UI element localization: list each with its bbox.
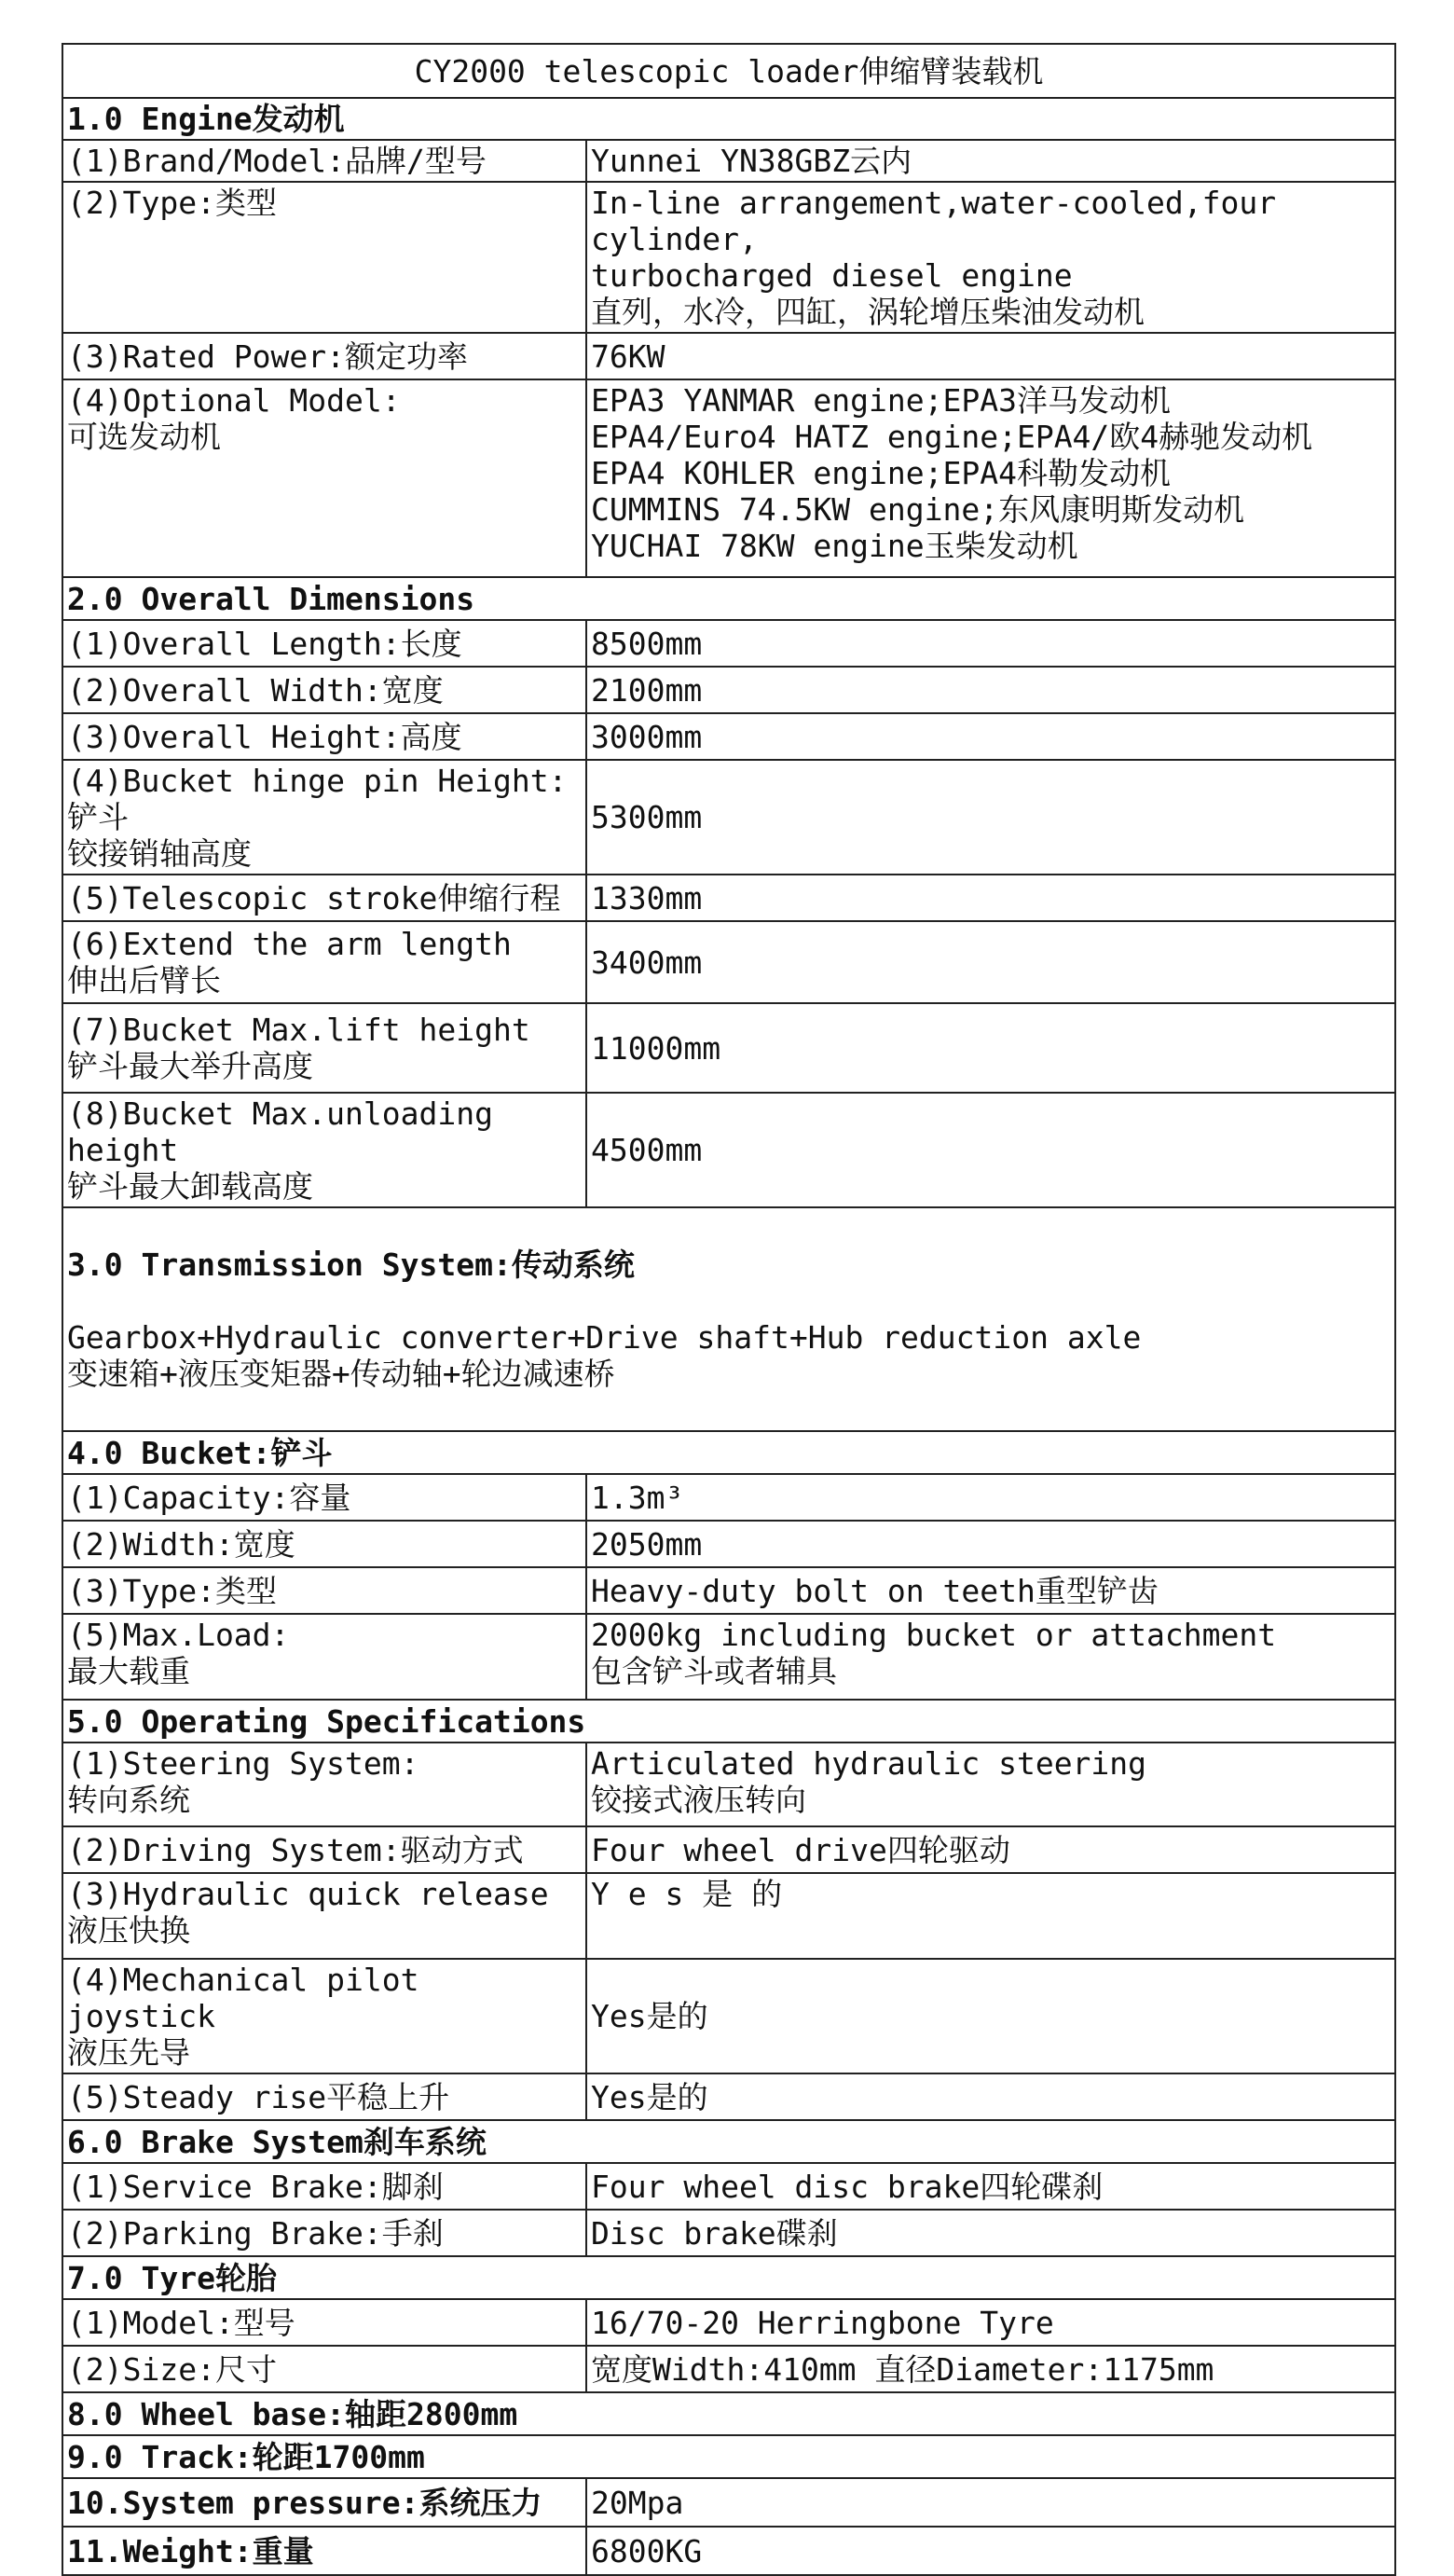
row-label: (2)Driving System:驱动方式 <box>62 1826 586 1873</box>
table-row <box>62 379 1395 577</box>
row-value: Articulated hydraulic steering 铰接式液压转向 <box>586 1743 1395 1826</box>
row-value: 8500mm <box>586 620 1395 667</box>
row-label: (2)Size:尺寸 <box>62 2346 586 2392</box>
row-label: (2)Parking Brake:手刹 <box>62 2210 586 2256</box>
row-value: 2100mm <box>586 667 1395 713</box>
section-heading-bucket: 4.0 Bucket:铲斗 <box>62 1431 1395 1474</box>
row-value: Yunnei YN38GBZ云内 <box>586 140 1395 182</box>
row-value: 1.3m³ <box>586 1474 1395 1521</box>
transmission-cell <box>62 1207 1395 1431</box>
table-row <box>62 140 1395 182</box>
table-row <box>62 2527 1395 2575</box>
table-row <box>62 921 1395 1003</box>
table-row <box>62 875 1395 921</box>
row-value: 16/70-20 Herringbone Tyre <box>586 2299 1395 2346</box>
title-row <box>62 44 1395 98</box>
row-label: (7)Bucket Max.lift height 铲斗最大举升高度 <box>62 1003 586 1093</box>
table-row <box>62 1003 1395 1093</box>
row-value: 1330mm <box>586 875 1395 921</box>
row-label: (5)Telescopic stroke伸缩行程 <box>62 875 586 921</box>
section-row <box>62 577 1395 620</box>
row-label: (3)Rated Power:额定功率 <box>62 333 586 379</box>
row-label: (4)Optional Model: 可选发动机 <box>62 379 586 577</box>
wheel-base-row: 8.0 Wheel base:轴距2800mm <box>62 2392 1395 2435</box>
row-label: (1)Service Brake:脚刹 <box>62 2163 586 2210</box>
row-label: 11.Weight:重量 <box>62 2527 586 2575</box>
row-value: 20Mpa <box>586 2478 1395 2527</box>
table-row <box>62 333 1395 379</box>
row-value: 6800KG <box>586 2527 1395 2575</box>
row-value: Four wheel drive四轮驱动 <box>586 1826 1395 1873</box>
row-value: Yes是的 <box>586 1959 1395 2073</box>
row-label: (1)Overall Length:长度 <box>62 620 586 667</box>
section-row <box>62 2435 1395 2478</box>
row-label: (6)Extend the arm length 伸出后臂长 <box>62 921 586 1003</box>
row-label: (3)Hydraulic quick release 液压快换 <box>62 1873 586 1959</box>
row-value: Y e s 是 的 <box>586 1873 1395 1959</box>
transmission-text: Gearbox+Hydraulic converter+Drive shaft+Hub reduction axle 变速箱+液压变矩器+传动轴+轮边减速桥 <box>67 1319 1142 1392</box>
table-title: CY2000 telescopic loader伸缩臂装载机 <box>62 44 1395 98</box>
row-label: (2)Type:类型 <box>62 182 586 333</box>
track-row: 9.0 Track:轮距1700mm <box>62 2435 1395 2478</box>
row-label: (1)Brand/Model:品牌/型号 <box>62 140 586 182</box>
section-heading-tyre: 7.0 Tyre轮胎 <box>62 2256 1395 2299</box>
row-label: (1)Steering System: 转向系统 <box>62 1743 586 1826</box>
row-value: In-line arrangement,water-cooled,four cylinder, turbocharged diesel engine 直列，水冷，四缸，涡轮增压柴油发动机 <box>586 182 1395 333</box>
section-block <box>62 1207 1395 1431</box>
row-value: 5300mm <box>586 760 1395 875</box>
section-row <box>62 1431 1395 1474</box>
table-row <box>62 1959 1395 2073</box>
row-value: Heavy-duty bolt on teeth重型铲齿 <box>586 1567 1395 1614</box>
row-value: Disc brake碟刹 <box>586 2210 1395 2256</box>
row-label: (1)Model:型号 <box>62 2299 586 2346</box>
row-value: Four wheel disc brake四轮碟刹 <box>586 2163 1395 2210</box>
table-row <box>62 1521 1395 1567</box>
section-heading-operating: 5.0 Operating Specifications <box>62 1700 1395 1743</box>
section-heading-dimensions: 2.0 Overall Dimensions <box>62 577 1395 620</box>
row-value: 宽度Width:410mm 直径Diameter:1175mm <box>586 2346 1395 2392</box>
row-label: 10.System pressure:系统压力 <box>62 2478 586 2527</box>
table-row <box>62 2346 1395 2392</box>
row-label: (8)Bucket Max.unloading height 铲斗最大卸载高度 <box>62 1093 586 1207</box>
table-row <box>62 1826 1395 1873</box>
row-value: Yes是的 <box>586 2073 1395 2120</box>
row-value: 2000kg including bucket or attachment 包含铲斗或者辅具 <box>586 1614 1395 1700</box>
table-row <box>62 2478 1395 2527</box>
section-row <box>62 2392 1395 2435</box>
table-row <box>62 2299 1395 2346</box>
row-label: (4)Bucket hinge pin Height:铲斗 铰接销轴高度 <box>62 760 586 875</box>
row-value: 76KW <box>586 333 1395 379</box>
table-row <box>62 2073 1395 2120</box>
section-row <box>62 2120 1395 2163</box>
section-row <box>62 1700 1395 1743</box>
table-row <box>62 182 1395 333</box>
table-row <box>62 760 1395 875</box>
spec-table <box>62 43 1396 2576</box>
row-label: (4)Mechanical pilot joystick 液压先导 <box>62 1959 586 2073</box>
row-label: (5)Max.Load: 最大载重 <box>62 1614 586 1700</box>
row-label: (3)Overall Height:高度 <box>62 713 586 760</box>
section-heading-brake: 6.0 Brake System刹车系统 <box>62 2120 1395 2163</box>
row-value: 2050mm <box>586 1521 1395 1567</box>
table-row <box>62 1567 1395 1614</box>
table-row <box>62 620 1395 667</box>
row-label: (5)Steady rise平稳上升 <box>62 2073 586 2120</box>
table-row <box>62 2210 1395 2256</box>
section-heading-transmission: 3.0 Transmission System:传动系统 <box>67 1247 635 1283</box>
section-row <box>62 98 1395 140</box>
table-row <box>62 1743 1395 1826</box>
table-row <box>62 1873 1395 1959</box>
table-row <box>62 667 1395 713</box>
section-row <box>62 2256 1395 2299</box>
row-value: 11000mm <box>586 1003 1395 1093</box>
table-row <box>62 1474 1395 1521</box>
row-label: (1)Capacity:容量 <box>62 1474 586 1521</box>
table-row <box>62 2163 1395 2210</box>
table-row <box>62 713 1395 760</box>
row-value: 3000mm <box>586 713 1395 760</box>
row-value: EPA3 YANMAR engine;EPA3洋马发动机 EPA4/Euro4 HATZ engine;EPA4/欧4赫驰发动机 EPA4 KOHLER engine;EPA4科勒发动机 CUMMINS 74.5KW engine;东风康明斯发动机 YUCHAI 78KW engine玉柴发动机 <box>586 379 1395 577</box>
row-value: 3400mm <box>586 921 1395 1003</box>
row-label: (2)Overall Width:宽度 <box>62 667 586 713</box>
row-label: (2)Width:宽度 <box>62 1521 586 1567</box>
table-row <box>62 1614 1395 1700</box>
section-heading-engine: 1.0 Engine发动机 <box>62 98 1395 140</box>
row-value: 4500mm <box>586 1093 1395 1207</box>
table-row <box>62 1093 1395 1207</box>
row-label: (3)Type:类型 <box>62 1567 586 1614</box>
